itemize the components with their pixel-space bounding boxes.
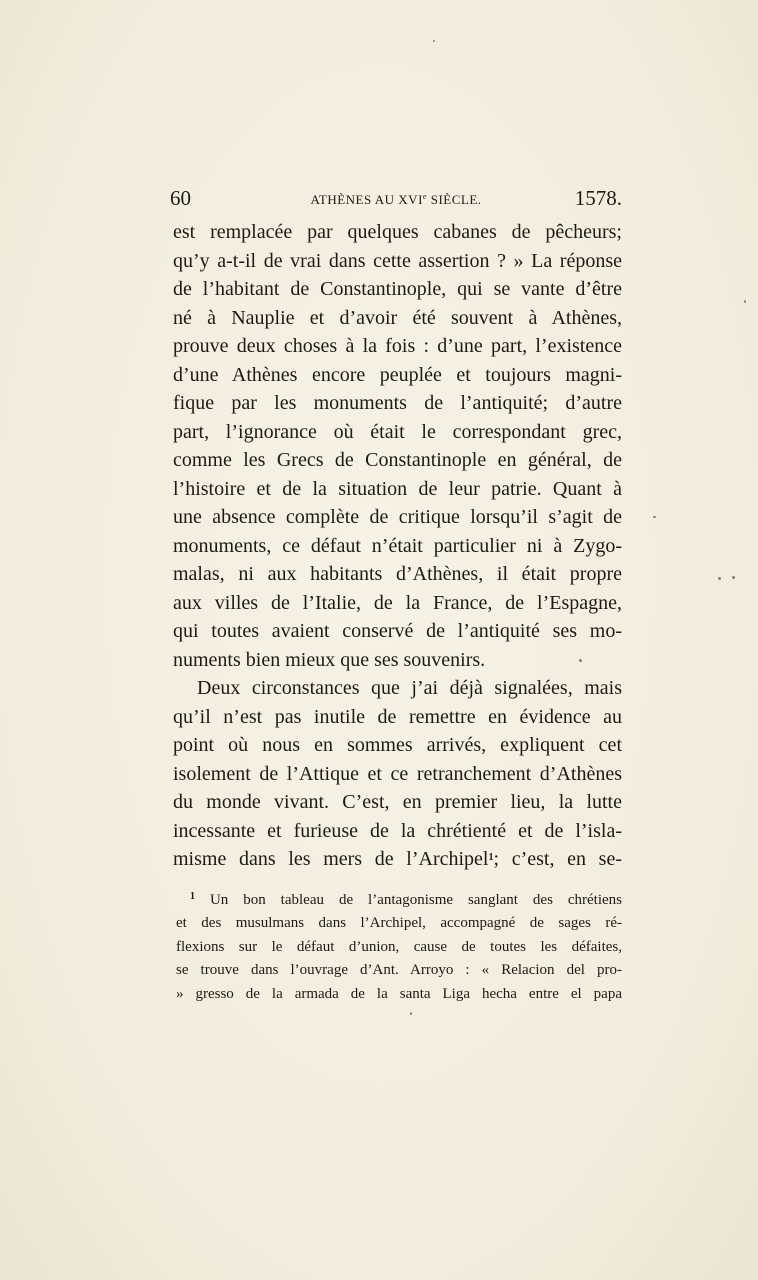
text-line: aux villes de l’Italie, de la France, de l’Espagne, bbox=[173, 591, 622, 614]
paragraph-start-line: Deux circonstances que j’ai déjà signalées, mais bbox=[197, 677, 622, 699]
text-line: qu’y a-t-il de vrai dans cette assertion ? » La réponse bbox=[173, 249, 622, 272]
text-line: l’histoire et de la situation de leur patrie. Quant à bbox=[173, 477, 622, 500]
text-line: du monde vivant. C’est, en premier lieu, la lutte bbox=[173, 791, 622, 813]
running-title bbox=[170, 182, 622, 218]
main-text bbox=[173, 218, 622, 874]
text-line-with-note-ref bbox=[173, 845, 622, 874]
running-title-end: SIÈCLE. bbox=[426, 192, 482, 207]
text-line: malas, ni aux habitants d’Athènes, il était propre bbox=[173, 563, 622, 585]
text-line: incessante et furieuse de la chrétienté et de l’isla- bbox=[173, 819, 622, 842]
text-line: fique par les monuments de l’antiquité; d’autre bbox=[173, 392, 622, 414]
text-line-end: ; c’est, en se- bbox=[493, 848, 622, 870]
text-line: d’une Athènes encore peuplée et toujours magni- bbox=[173, 363, 622, 386]
footnote-line: se trouve dans l’ouvrage d’Ant. Arroyo : « Relacion del pro- bbox=[176, 962, 622, 979]
footnote-line-text: Un bon tableau de l’antagonisme sanglant des chrétiens bbox=[209, 892, 622, 908]
text-line: isolement de l’Attique et ce retranchement d’Athènes bbox=[173, 762, 622, 785]
running-head bbox=[170, 182, 622, 214]
text-line: qu’il n’est pas inutile de remettre en évidence au bbox=[173, 705, 622, 728]
footnote-line: et des musulmans dans l’Archipel, accompagné de sages ré- bbox=[176, 915, 622, 932]
text-line: de l’habitant de Constantinople, qui se vante d’être bbox=[173, 278, 622, 300]
paper-speck bbox=[744, 300, 746, 303]
text-line: point où nous en sommes arrivés, expliquent cet bbox=[173, 734, 622, 756]
footnote-reference[interactable]: 1 bbox=[488, 852, 494, 863]
text-line: est remplacée par quelques cabanes de pêcheurs; bbox=[173, 221, 622, 243]
footnote-line: » gresso de la armada de la santa Liga hecha entre el papa bbox=[176, 985, 622, 1002]
paper-speck bbox=[433, 40, 435, 42]
header-year: 1578. bbox=[574, 186, 622, 210]
text-line: une absence complète de critique lorsqu’il s’agit de bbox=[173, 506, 622, 528]
text-line: monuments, ce défaut n’était particulier ni à Zygo- bbox=[173, 534, 622, 557]
paper-speck bbox=[732, 576, 735, 579]
text-line-start: misme dans les mers de l’Archipel bbox=[173, 848, 489, 870]
running-title-main: ATHÈNES AU XVI bbox=[310, 192, 423, 207]
footnote-line-first bbox=[176, 889, 622, 912]
text-line: part, l’ignorance où était le correspondant grec, bbox=[173, 420, 622, 443]
page-number: 60 bbox=[170, 186, 191, 210]
footnote-number: 1 bbox=[190, 891, 195, 902]
footnote bbox=[176, 889, 622, 1006]
paragraph-end-line: numents bien mieux que ses souvenirs. bbox=[173, 648, 486, 671]
text-line: prouve deux choses à la fois : d’une part, l’existence bbox=[173, 335, 622, 357]
text-line: qui toutes avaient conservé de l’antiquité ses mo- bbox=[173, 620, 622, 642]
text-line: comme les Grecs de Constantinople en général, de bbox=[173, 449, 622, 471]
paper-speck bbox=[718, 577, 721, 580]
text-line: né à Nauplie et d’avoir été souvent à Athènes, bbox=[173, 306, 622, 329]
paper-speck bbox=[653, 516, 656, 518]
footnote-line: flexions sur le défaut d’union, cause de toutes les défaites, bbox=[176, 938, 622, 955]
running-title-superscript: e bbox=[422, 192, 427, 201]
paper-speck bbox=[410, 1012, 412, 1015]
